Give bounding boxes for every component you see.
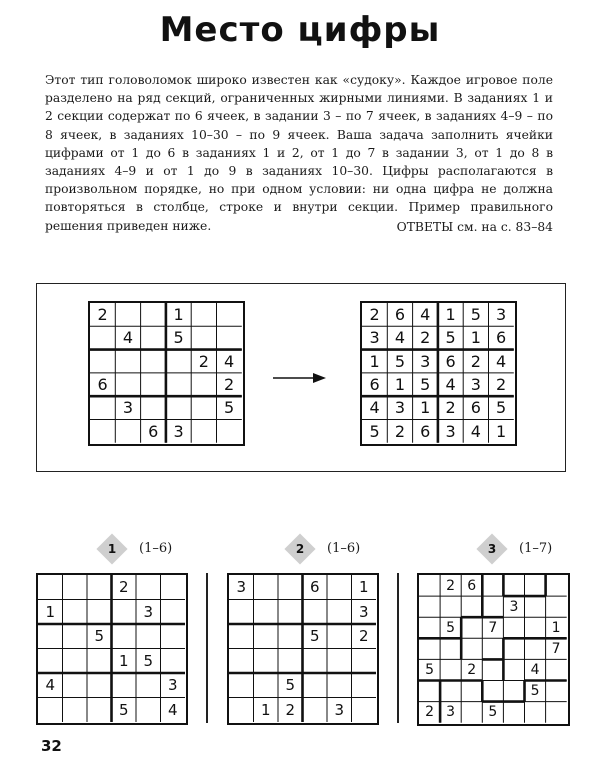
grid-cell [87, 600, 112, 625]
grid-cell [161, 600, 186, 625]
grid-cell [254, 600, 279, 625]
grid-cell [166, 350, 191, 373]
grid-cell [461, 681, 482, 702]
grid-cell [141, 303, 166, 326]
task-2-range: (1–6) [327, 541, 361, 556]
grid-cell [90, 396, 115, 419]
task-1-range: (1–6) [139, 541, 173, 556]
grid-cell [217, 326, 242, 349]
grid-cell [327, 649, 352, 674]
grid-cell [303, 649, 328, 674]
grid-cell [461, 702, 482, 723]
grid-cell: 3 [446, 704, 456, 721]
grid-cell [229, 600, 254, 625]
grid-cell [63, 649, 88, 674]
grid-cell [115, 303, 140, 326]
grid-cell [327, 600, 352, 625]
grid-cell [525, 638, 546, 659]
grid-cell [191, 303, 216, 326]
grid-cell: 2 [369, 305, 380, 325]
grid-cell: 1 [45, 602, 56, 621]
grid-cell: 4 [224, 351, 235, 371]
grid-cell [141, 350, 166, 373]
grid-cell [419, 681, 440, 702]
grid-cell [90, 326, 115, 349]
grid-cell [503, 702, 524, 723]
example-puzzle-grid [88, 301, 245, 446]
grid-cell [327, 575, 352, 600]
example-solution-grid [360, 301, 517, 446]
grid-cell [112, 624, 137, 649]
grid-cell [87, 673, 112, 698]
grid-cell: 2 [425, 704, 434, 721]
grid-cell: 2 [97, 305, 108, 325]
grid-cell [461, 638, 482, 659]
task-2-badge [285, 534, 315, 564]
intro-text: Этот тип головоломок широко известен как «судоку». Каждое игровое поле разделено на ряд секций, ограниченных жирными линиями. В заданиях 1 и 2 секции содержат по 6 ячеек, в задании 3 – по 7 ячеек, в заданиях 4–9 – по 8 ячеек, в заданиях 10–30 – по 9 ячеек. Ваша задача заполнить ячейки цифрами от 1 до 6 в заданиях 1 и 2, от 1 до 7 в задании 3, от 1 до 8 в заданиях 4–9 и от 1 до 9 в заданиях 10–30. Цифры располагаются в произвольном порядке, но при одном условии: ни одна цифра не должна повторяться в столбце, строке и внутри секции. Пример правильного решения приведен ниже. [45, 73, 553, 233]
grid-cell: 5 [445, 328, 456, 348]
grid-cell [38, 575, 63, 600]
grid-cell: 1 [260, 700, 271, 719]
grid-cell [278, 575, 303, 600]
grid-cell: 6 [445, 351, 456, 371]
grid-cell: 4 [420, 305, 431, 325]
grid-cell: 1 [445, 305, 456, 325]
answers-reference: ОТВЕТЫ см. на с. 83–84 [396, 220, 553, 234]
grid-cell [503, 659, 524, 680]
grid-cell [482, 659, 503, 680]
grid-cell [87, 649, 112, 674]
grid-cell: 3 [509, 598, 519, 615]
grid-cell [546, 659, 567, 680]
grid-cell: 5 [488, 704, 498, 721]
grid-cell [254, 575, 279, 600]
grid-cell: 3 [420, 351, 431, 371]
grid-cell [546, 575, 567, 596]
grid-cell: 5 [369, 421, 380, 441]
page-title: Место цифры [159, 10, 441, 50]
grid-cell: 2 [118, 578, 129, 597]
grid-cell [217, 420, 242, 443]
grid-cell [115, 373, 140, 396]
grid-cell [419, 617, 440, 638]
grid-cell: 3 [445, 421, 456, 441]
grid-cell: 3 [167, 676, 178, 695]
grid-cell: 2 [496, 375, 507, 395]
grid-cell: 5 [285, 676, 296, 695]
grid-cell: 4 [445, 375, 456, 395]
grid-cell [482, 638, 503, 659]
grid-cell: 5 [118, 700, 129, 719]
grid-cell [440, 596, 461, 617]
grid-cell: 6 [97, 375, 108, 395]
task-1-number: 1 [107, 542, 117, 556]
grid-cell [229, 698, 254, 723]
grid-cell: 5 [530, 683, 540, 700]
grid-cell [136, 698, 161, 723]
grid-cell: 4 [369, 398, 380, 418]
grid-cell: 1 [173, 305, 184, 325]
grid-cell [166, 373, 191, 396]
grid-cell [63, 698, 88, 723]
grid-cell [87, 698, 112, 723]
task-2-number: 2 [295, 542, 305, 556]
grid-cell: 1 [470, 328, 481, 348]
column-divider [397, 573, 399, 723]
grid-cell: 1 [358, 578, 369, 597]
grid-cell [352, 649, 377, 674]
grid-cell [38, 649, 63, 674]
grid-cell: 3 [496, 305, 507, 325]
grid-cell [503, 617, 524, 638]
grid-cell [461, 596, 482, 617]
grid-cell [303, 673, 328, 698]
grid-cell: 1 [420, 398, 431, 418]
task-1-grid [36, 573, 188, 725]
grid-cell [303, 698, 328, 723]
grid-cell: 2 [224, 375, 235, 395]
grid-cell [115, 350, 140, 373]
grid-cell [63, 575, 88, 600]
grid-cell: 3 [173, 421, 184, 441]
grid-cell [191, 373, 216, 396]
grid-cell [327, 673, 352, 698]
page-number: 32 [41, 737, 62, 755]
grid-cell: 4 [530, 661, 540, 678]
grid-cell [254, 624, 279, 649]
grid-cell [166, 396, 191, 419]
grid-cell [217, 303, 242, 326]
task-3-grid [417, 573, 570, 726]
grid-cell: 2 [198, 351, 209, 371]
grid-cell [38, 698, 63, 723]
grid-cell: 5 [143, 651, 154, 670]
grid-cell [525, 596, 546, 617]
grid-cell: 1 [118, 651, 129, 670]
grid-cell: 2 [394, 421, 406, 441]
grid-cell [482, 681, 503, 702]
grid-cell [525, 702, 546, 723]
grid-cell: 3 [394, 398, 406, 418]
grid-cell [440, 638, 461, 659]
task-3-range: (1–7) [519, 541, 553, 556]
grid-cell [419, 596, 440, 617]
grid-cell [352, 673, 377, 698]
grid-cell: 3 [122, 398, 134, 418]
grid-cell [136, 575, 161, 600]
grid-cell [503, 638, 524, 659]
grid-cell: 4 [45, 676, 56, 695]
grid-cell [136, 673, 161, 698]
grid-cell [440, 659, 461, 680]
grid-cell: 3 [369, 328, 380, 348]
grid-cell [546, 596, 567, 617]
grid-cell: 3 [334, 700, 345, 719]
grid-cell [278, 600, 303, 625]
grid-cell: 4 [470, 421, 481, 441]
grid-cell [503, 575, 524, 596]
grid-cell [141, 373, 166, 396]
grid-cell [63, 600, 88, 625]
grid-cell: 1 [369, 351, 380, 371]
grid-cell [63, 624, 88, 649]
grid-cell: 5 [173, 328, 184, 348]
grid-cell: 5 [446, 619, 456, 636]
grid-cell [419, 638, 440, 659]
grid-cell: 3 [358, 602, 369, 621]
grid-cell: 3 [143, 602, 154, 621]
grid-cell: 5 [394, 351, 406, 371]
grid-cell: 5 [309, 627, 320, 646]
task-3-number: 3 [487, 542, 497, 556]
grid-cell [254, 673, 279, 698]
grid-cell: 5 [470, 305, 481, 325]
grid-cell: 6 [420, 421, 431, 441]
grid-cell: 6 [496, 328, 507, 348]
grid-cell [191, 326, 216, 349]
grid-cell [546, 681, 567, 702]
grid-cell: 1 [496, 421, 507, 441]
grid-cell: 7 [551, 640, 561, 657]
grid-cell [115, 420, 140, 443]
grid-cell [303, 600, 328, 625]
grid-cell [229, 673, 254, 698]
grid-cell: 5 [420, 375, 431, 395]
grid-cell: 6 [394, 305, 406, 325]
grid-cell: 5 [94, 627, 105, 646]
grid-cell [503, 681, 524, 702]
grid-cell [327, 624, 352, 649]
grid-cell [440, 681, 461, 702]
grid-cell [525, 617, 546, 638]
grid-cell: 2 [420, 328, 431, 348]
grid-cell [546, 702, 567, 723]
grid-cell [112, 673, 137, 698]
grid-cell [90, 350, 115, 373]
grid-cell: 6 [148, 421, 159, 441]
grid-cell: 5 [496, 398, 507, 418]
grid-cell: 2 [467, 661, 477, 678]
grid-cell [63, 673, 88, 698]
grid-cell: 6 [467, 577, 477, 594]
grid-cell: 4 [122, 328, 134, 348]
arrow-right-icon [273, 372, 327, 384]
grid-cell [136, 624, 161, 649]
grid-cell [161, 624, 186, 649]
grid-cell [161, 575, 186, 600]
grid-cell: 2 [470, 351, 481, 371]
grid-cell [141, 396, 166, 419]
column-divider [206, 573, 208, 723]
grid-cell: 4 [496, 351, 507, 371]
grid-cell [352, 698, 377, 723]
grid-cell [229, 649, 254, 674]
grid-cell: 2 [358, 627, 369, 646]
grid-cell [191, 396, 216, 419]
grid-cell [254, 649, 279, 674]
grid-cell [90, 420, 115, 443]
grid-cell [229, 624, 254, 649]
grid-cell: 5 [425, 661, 434, 678]
grid-cell: 3 [236, 578, 247, 597]
grid-cell [419, 575, 440, 596]
grid-cell [278, 624, 303, 649]
grid-cell [191, 420, 216, 443]
task-3-badge [477, 534, 507, 564]
grid-cell [461, 617, 482, 638]
grid-cell: 6 [369, 375, 380, 395]
grid-cell: 2 [285, 700, 296, 719]
task-1-badge [97, 534, 127, 564]
grid-cell: 1 [551, 619, 561, 636]
grid-cell: 4 [167, 700, 178, 719]
grid-cell: 3 [470, 375, 481, 395]
grid-cell [482, 575, 503, 596]
grid-cell: 2 [446, 577, 456, 594]
grid-cell [161, 649, 186, 674]
grid-cell: 7 [488, 619, 498, 636]
grid-cell: 6 [470, 398, 481, 418]
grid-cell [141, 326, 166, 349]
grid-cell [38, 624, 63, 649]
grid-cell: 4 [394, 328, 406, 348]
grid-cell: 2 [445, 398, 456, 418]
grid-cell [482, 596, 503, 617]
grid-cell [525, 575, 546, 596]
grid-cell [87, 575, 112, 600]
task-2-grid [227, 573, 379, 725]
grid-cell: 5 [224, 398, 235, 418]
grid-cell: 6 [309, 578, 320, 597]
grid-cell [278, 649, 303, 674]
grid-cell [112, 600, 137, 625]
grid-cell: 1 [394, 375, 406, 395]
